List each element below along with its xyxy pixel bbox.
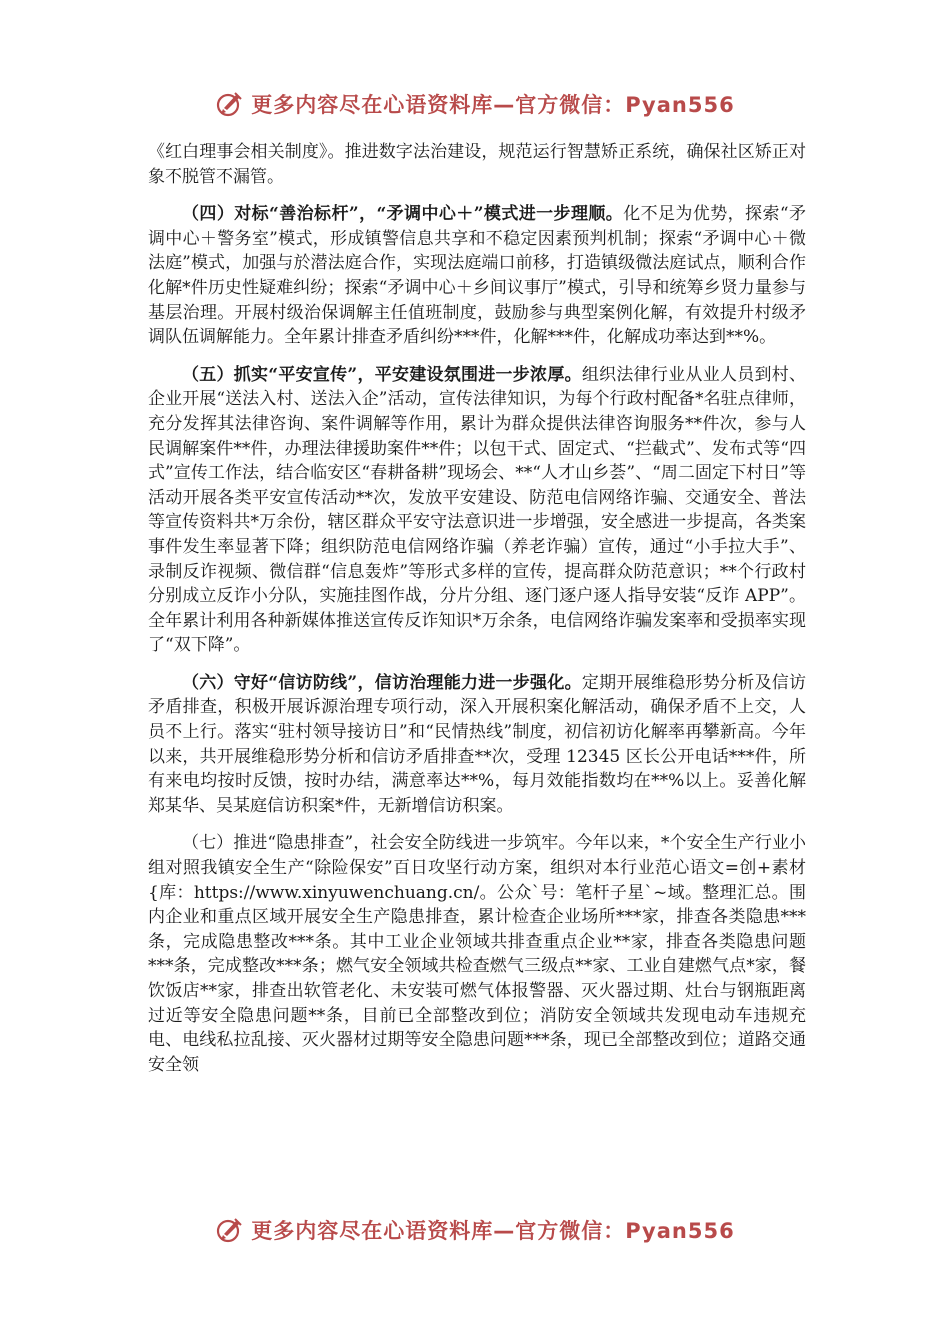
section-4-heading: （四）对标“善治标杆”，“矛调中心＋”模式进一步理顺。 [182, 204, 624, 225]
document-body [148, 140, 806, 1077]
footer-banner [0, 1212, 950, 1248]
header-banner [0, 86, 950, 122]
section-5-heading: （五）抓实“平安宣传”，平安建设氛围进一步浓厚。 [182, 364, 582, 385]
footer-banner-text: 更多内容尽在心语资料库—官方微信：Pyan556 [251, 1219, 735, 1243]
paragraph-section-5: （五）抓实“平安宣传”，平安建设氛围进一步浓厚。组织法律行业从业人员到村、企业开展“送法入村、送法入企”活动，宣传法律知识，为每个行政村配备*名驻点律师，充分发挥其法律咨询、案件调解等作用，累计为群众提供法律咨询服务**件次，参与人民调解案件**件，办理法律援助案件**件；以包干式、固定式、“拦截式”、发布式等“四式”宣传工作法，结合临安区“春耕备耕”现场会、**“人才山乡荟”、“周二固定下村日”等活动开展各类平安宣传活动**次，发放平安建设、防范电信网络诈骗、交通安全、普法等宣传资料共*万余份，辖区群众平安守法意识进一步增强，安全感进一步提高，各类案事件发生率显著下降；组织防范电信网络诈骗（养老诈骗）宣传，通过“小手拉大手”、录制反诈视频、微信群“信息轰炸”等形式多样的宣传，提高群众防范意识；**个行政村分别成立反诈小分队，实施挂图作战，分片分组、逐门逐户逐人指导安装“反诈 APP”。全年累计利用各种新媒体推送宣传反诈知识*万余条，电信网络诈骗发案率和受损率实现了“双下降”。 [148, 364, 807, 656]
section-6-heading: （六）守好“信访防线”，信访治理能力进一步强化。 [182, 672, 582, 693]
paragraph-section-7: （七）推进“隐患排查”，社会安全防线进一步筑牢。今年以来，*个安全生产行业小组对照我镇安全生产“除险保安”百日攻坚行动方案，组织对本行业范心语文=创+素材{库：https://www.xinyuwenchuang.cn/。公众`号：笔杆子星`~域。整理汇总。围内企业和重点区域开展安全生产隐患排查，累计检查企业场所***家，排查各类隐患***条，完成隐患整改***条。其中工业企业领域共排查重点企业**家，排查各类隐患问题***条，完成整改***条；燃气安全领域共检查燃气三级点**家、工业自建燃气点*家，餐饮饭店**家，排查出软管老化、未安装可燃气体报警器、灭火器过期、灶台与钢瓶距离过近等安全隐患问题**条，目前已全部整改到位；消防安全领域共发现电动车违规充电、电线私拉乱接、灭火器材过期等安全隐患问题***条，现已全部整改到位；道路交通安全领 [148, 833, 806, 1075]
paragraph-continuation: 《红白理事会相关制度》。推进数字法治建设，规范运行智慧矫正系统，确保社区矫正对象不脱管不漏管。 [148, 142, 806, 187]
brush-logo-icon [215, 89, 245, 119]
brush-logo-icon [215, 1215, 245, 1245]
paragraph-section-4: （四）对标“善治标杆”，“矛调中心＋”模式进一步理顺。化不足为优势，探索“矛调中心＋警务室”模式，形成镇警信息共享和不稳定因素预判机制；探索“矛调中心＋微法庭”模式，加强与於潜法庭合作，实现法庭端口前移，打造镇级微法庭试点，顺利合作化解*件历史性疑难纠纷；探索“矛调中心＋乡间议事厅”模式，引导和统筹乡贤力量参与基层治理。开展村级治保调解主任值班制度，鼓励参与典型案例化解，有效提升村级矛调队伍调解能力。全年累计排查矛盾纠纷***件，化解***件，化解成功率达到**%。 [148, 204, 806, 348]
paragraph-section-6: （六）守好“信访防线”，信访治理能力进一步强化。定期开展维稳形势分析及信访矛盾排查，积极开展诉源治理专项行动，深入开展积案化解活动，确保矛盾不上交，人员不上行。落实“驻村领导接访日”和“民情热线”制度，初信初访化解率再攀新高。今年以来，共开展维稳形势分析和信访矛盾排查**次，受理 12345 区长公开电话***件，所有来电均按时反馈，按时办结，满意率达**%，每月效能指数均在**%以上。妥善化解郑某华、吴某庭信访积案*件，无新增信访积案。 [148, 672, 807, 816]
header-banner-text: 更多内容尽在心语资料库—官方微信：Pyan556 [251, 93, 735, 117]
